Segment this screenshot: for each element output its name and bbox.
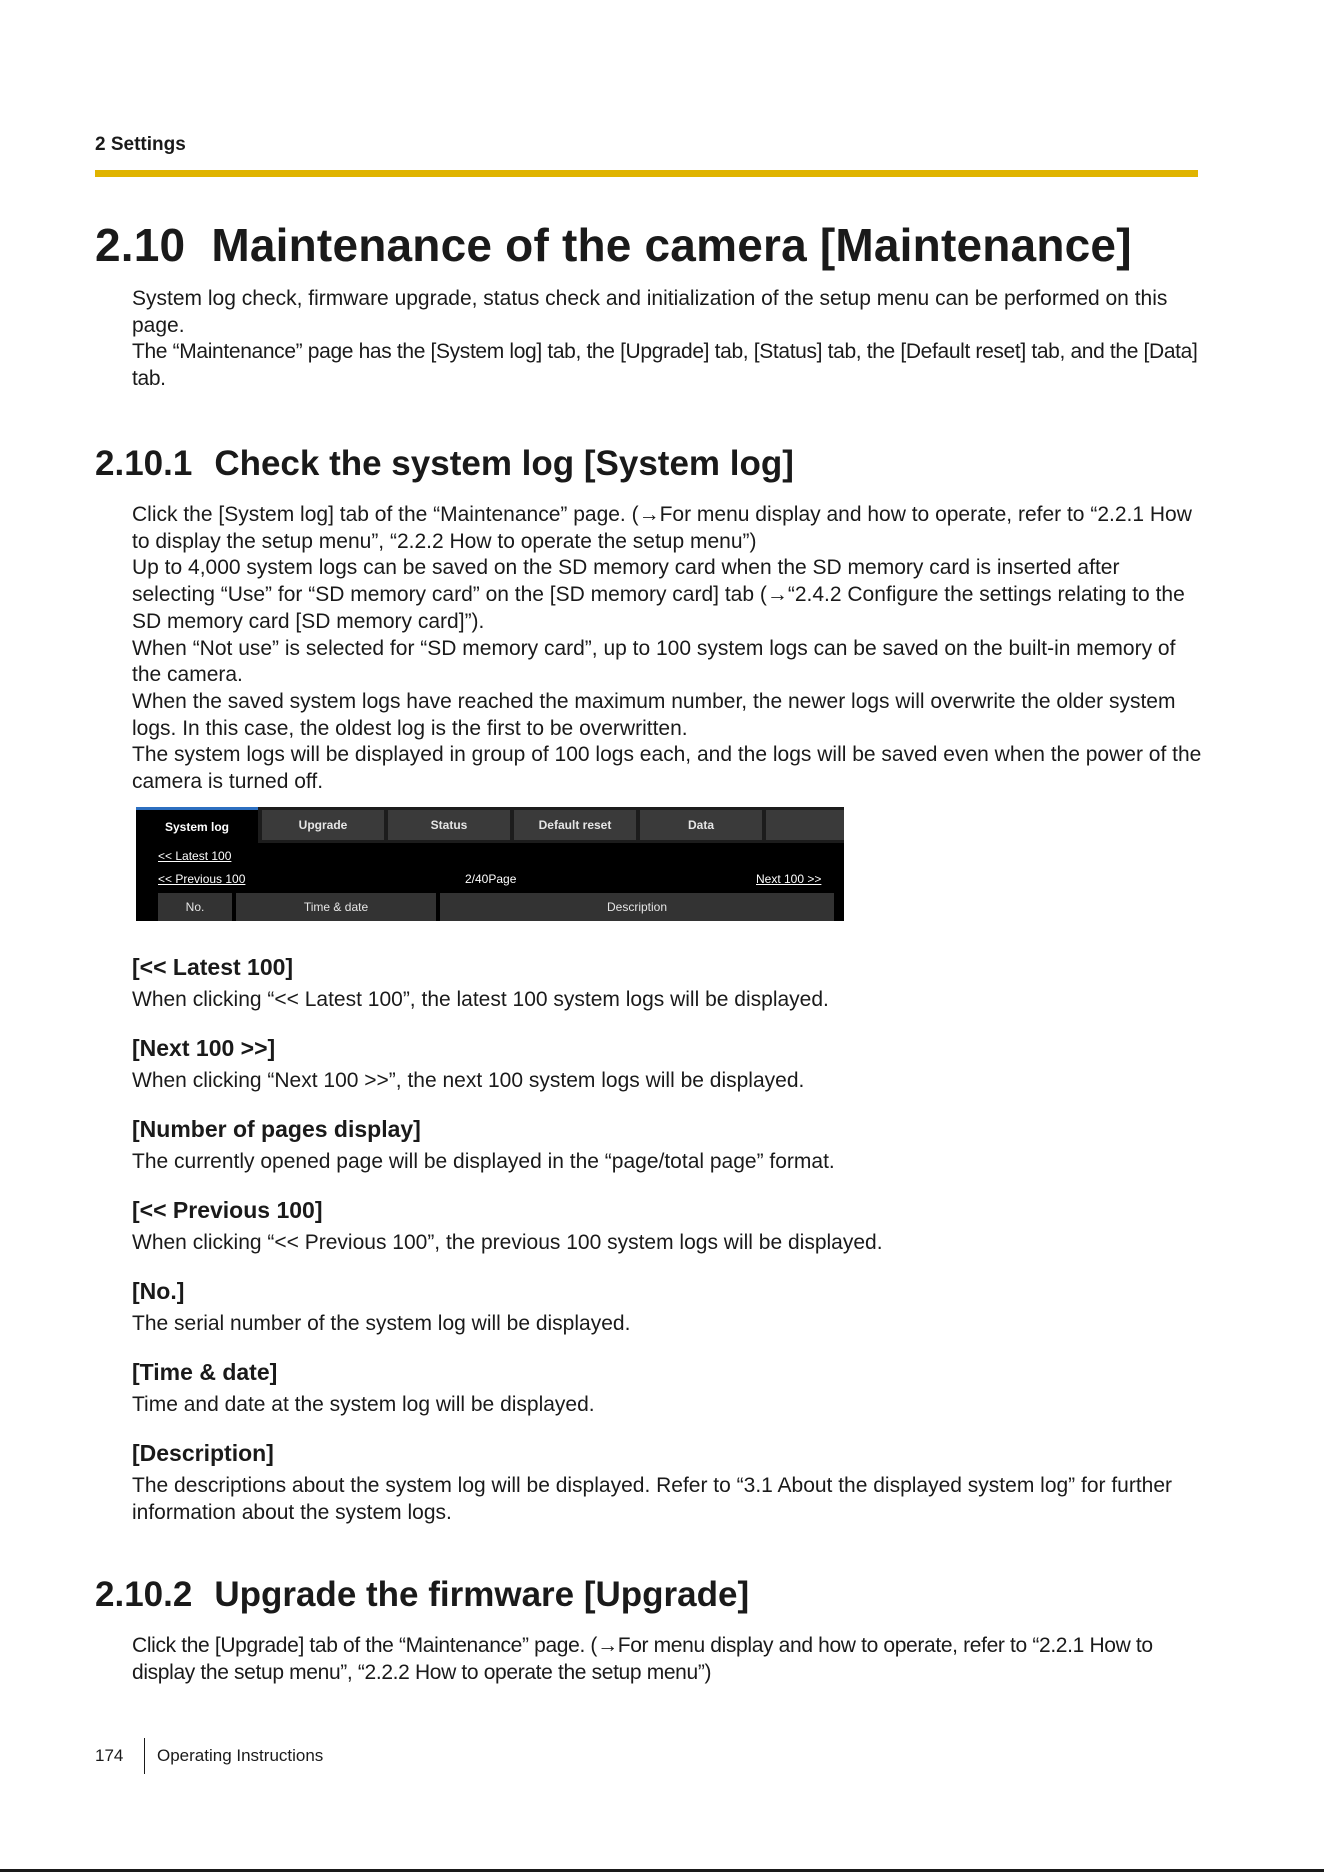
- column-header-time-date: Time & date: [236, 893, 436, 921]
- chapter-heading: 2 Settings: [95, 134, 186, 155]
- item-description: The serial number of the system log will be displayed.: [132, 1312, 631, 1335]
- item-previous-100: [132, 1196, 1207, 1257]
- subsection-heading-system-log: [95, 444, 794, 484]
- body-paragraph: Click the [Upgrade] tab of the “Maintenance” page. (→For menu display and how to operate, refer to “2.2.1 How to display the setup menu”, “2.2.2 How to operate the setup menu”): [132, 1634, 1153, 1684]
- system-log-screenshot: [136, 807, 844, 921]
- item-next-100: [132, 1034, 1207, 1095]
- body-paragraph: Click the [System log] tab of the “Maintenance” page. (→For menu display and how to operate, refer to “2.2.1 How to display the setup menu”, “2.2.2 How to operate the setup menu”): [132, 503, 1192, 553]
- subsection-title: Check the system log [System log]: [214, 444, 794, 483]
- subsection-number: 2.10.2: [95, 1575, 193, 1614]
- item-time-date: [132, 1358, 1207, 1419]
- item-description: When clicking “Next 100 >>”, the next 100 system logs will be displayed.: [132, 1069, 805, 1092]
- item-term: [Number of pages display]: [132, 1116, 421, 1142]
- page-number: 174: [95, 1746, 124, 1765]
- item-term: [<< Latest 100]: [132, 954, 294, 980]
- section-title: Maintenance of the camera [Maintenance]: [211, 219, 1132, 271]
- item-term: [Time & date]: [132, 1359, 278, 1385]
- section-heading: [95, 218, 1132, 272]
- item-term: [No.]: [132, 1278, 185, 1304]
- item-term: [<< Previous 100]: [132, 1197, 323, 1223]
- page-indicator: 2/40Page: [465, 872, 517, 886]
- upgrade-intro: [132, 1633, 1207, 1686]
- item-term: [Description]: [132, 1440, 274, 1466]
- footer-doc-title: Operating Instructions: [157, 1746, 324, 1765]
- intro-paragraph: System log check, firmware upgrade, status check and initialization of the setup menu can be performed on this page.: [132, 287, 1168, 337]
- body-paragraph: Up to 4,000 system logs can be saved on the SD memory card when the SD memory card is inserted after selecting “Use” for “SD memory card” on the [SD memory card] tab (→“2.4.2 Configure the settings relating to the SD memory card [SD memory card]”).: [132, 556, 1185, 633]
- column-header-no: No.: [158, 893, 232, 921]
- tab-default-reset[interactable]: Default reset: [514, 810, 636, 840]
- item-term: [Next 100 >>]: [132, 1035, 276, 1061]
- body-paragraph: When the saved system logs have reached the maximum number, the newer logs will overwrite the older system logs. In this case, the oldest log is the first to be overwritten.: [132, 689, 1176, 740]
- header-rule: [95, 170, 1198, 177]
- section-intro: [132, 286, 1207, 393]
- item-description: The currently opened page will be displayed in the “page/total page” format.: [132, 1150, 835, 1173]
- tab-system-log[interactable]: System log: [136, 807, 258, 843]
- item-description: Time and date at the system log will be displayed.: [132, 1393, 595, 1416]
- previous-100-link[interactable]: << Previous 100: [158, 872, 246, 886]
- body-paragraph: When “Not use” is selected for “SD memory card”, up to 100 system logs can be saved on the built-in memory of the camera.: [132, 636, 1176, 687]
- body-paragraph: The system logs will be displayed in group of 100 logs each, and the logs will be saved even when the power of the camera is turned off.: [132, 743, 1202, 794]
- column-header-description: Description: [440, 893, 834, 921]
- intro-paragraph: The “Maintenance” page has the [System log] tab, the [Upgrade] tab, [Status] tab, the [Default reset] tab, and the [Data] tab.: [132, 340, 1198, 391]
- item-number-of-pages: [132, 1115, 1207, 1176]
- item-no: [132, 1277, 1207, 1338]
- item-latest-100: [132, 953, 1207, 1014]
- item-description: When clicking “<< Previous 100”, the previous 100 system logs will be displayed.: [132, 1231, 883, 1254]
- section-number: 2.10: [95, 219, 186, 271]
- subsection-number: 2.10.1: [95, 444, 193, 483]
- item-description: When clicking “<< Latest 100”, the latest 100 system logs will be displayed.: [132, 988, 829, 1011]
- tab-upgrade[interactable]: Upgrade: [262, 810, 384, 840]
- item-description: The descriptions about the system log will be displayed. Refer to “3.1 About the displayed system log” for further information about the system logs.: [132, 1474, 1173, 1524]
- latest-100-link[interactable]: << Latest 100: [158, 849, 232, 863]
- tab-bar: [136, 807, 844, 843]
- subsection-title: Upgrade the firmware [Upgrade]: [214, 1575, 750, 1614]
- system-log-intro: [132, 502, 1207, 796]
- tab-data[interactable]: Data: [640, 810, 762, 840]
- subsection-heading-upgrade: [95, 1575, 749, 1615]
- next-100-link[interactable]: Next 100 >>: [756, 872, 822, 886]
- tab-status[interactable]: Status: [388, 810, 510, 840]
- item-description: [132, 1439, 1207, 1526]
- footer-divider: [144, 1738, 145, 1774]
- tab-bar-filler: [766, 810, 844, 840]
